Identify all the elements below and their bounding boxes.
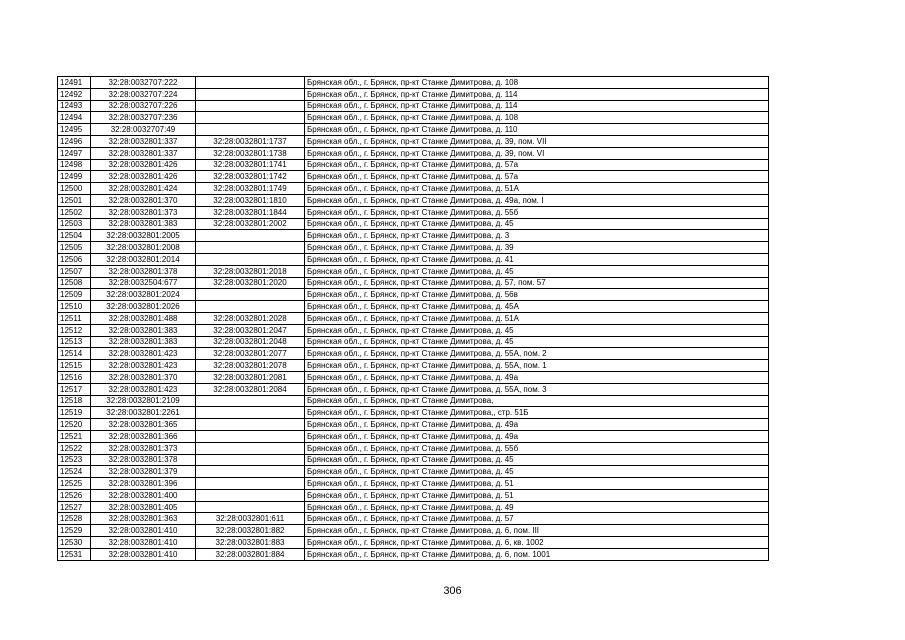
linked-cadastral-number-cell	[196, 88, 305, 100]
cadastral-number-cell: 32:28:0032801:396	[91, 478, 196, 490]
cadastral-number-cell: 32:28:0032801:423	[91, 360, 196, 372]
row-number-cell: 12496	[58, 135, 91, 147]
table-row	[58, 77, 769, 89]
table-row	[58, 242, 769, 254]
cadastral-number-cell: 32:28:0032801:337	[91, 147, 196, 159]
row-number-cell: 12506	[58, 253, 91, 265]
row-number-cell: 12514	[58, 348, 91, 360]
row-number-cell: 12526	[58, 489, 91, 501]
cadastral-number-cell: 32:28:0032801:373	[91, 206, 196, 218]
address-cell: Брянская обл., г. Брянск, пр-кт Станке Димитрова, д. 6, пом. 1001	[305, 548, 769, 560]
cadastral-number-cell: 32:28:0032801:410	[91, 548, 196, 560]
cadastral-number-cell: 32:28:0032801:383	[91, 336, 196, 348]
table-row	[58, 395, 769, 407]
row-number-cell: 12499	[58, 171, 91, 183]
table-row	[58, 442, 769, 454]
address-cell: Брянская обл., г. Брянск, пр-кт Станке Димитрова, д. 108	[305, 77, 769, 89]
linked-cadastral-number-cell	[196, 242, 305, 254]
cadastral-number-cell: 32:28:0032707:236	[91, 112, 196, 124]
linked-cadastral-number-cell: 32:28:0032801:1742	[196, 171, 305, 183]
row-number-cell: 12531	[58, 548, 91, 560]
address-cell: Брянская обл., г. Брянск, пр-кт Станке Димитрова, д. 45А	[305, 301, 769, 313]
cadastral-number-cell: 32:28:0032707:222	[91, 77, 196, 89]
address-cell: Брянская обл., г. Брянск, пр-кт Станке Димитрова, д. 55А, пом. 2	[305, 348, 769, 360]
linked-cadastral-number-cell: 32:28:0032801:2002	[196, 218, 305, 230]
address-cell: Брянская обл., г. Брянск, пр-кт Станке Димитрова, д. 51А	[305, 183, 769, 195]
row-number-cell: 12515	[58, 360, 91, 372]
cadastral-number-cell: 32:28:0032801:370	[91, 194, 196, 206]
cadastral-number-cell: 32:28:0032801:2109	[91, 395, 196, 407]
cadastral-number-cell: 32:28:0032707:226	[91, 100, 196, 112]
row-number-cell: 12529	[58, 525, 91, 537]
cadastral-number-cell: 32:28:0032801:378	[91, 265, 196, 277]
cadastral-number-cell: 32:28:0032707:49	[91, 124, 196, 136]
table-row	[58, 206, 769, 218]
row-number-cell: 12505	[58, 242, 91, 254]
row-number-cell: 12492	[58, 88, 91, 100]
cadastral-number-cell: 32:28:0032801:383	[91, 324, 196, 336]
address-cell: Брянская обл., г. Брянск, пр-кт Станке Димитрова, д. 49а	[305, 430, 769, 442]
table-row	[58, 218, 769, 230]
table-row	[58, 501, 769, 513]
linked-cadastral-number-cell	[196, 478, 305, 490]
table-row	[58, 159, 769, 171]
row-number-cell: 12498	[58, 159, 91, 171]
table-row	[58, 489, 769, 501]
cadastral-number-cell: 32:28:0032801:426	[91, 171, 196, 183]
linked-cadastral-number-cell	[196, 419, 305, 431]
address-cell: Брянская обл., г. Брянск, пр-кт Станке Димитрова, д. 51	[305, 478, 769, 490]
address-cell: Брянская обл., г. Брянск, пр-кт Станке Димитрова, д. 6, пом. III	[305, 525, 769, 537]
row-number-cell: 12507	[58, 265, 91, 277]
linked-cadastral-number-cell: 32:28:0032801:1844	[196, 206, 305, 218]
linked-cadastral-number-cell	[196, 501, 305, 513]
table-row	[58, 135, 769, 147]
address-cell: Брянская обл., г. Брянск, пр-кт Станке Димитрова, д. 114	[305, 88, 769, 100]
address-cell: Брянская обл., г. Брянск, пр-кт Станке Димитрова, д. 41	[305, 253, 769, 265]
table-row	[58, 301, 769, 313]
cadastral-number-cell: 32:28:0032801:2261	[91, 407, 196, 419]
row-number-cell: 12494	[58, 112, 91, 124]
row-number-cell: 12495	[58, 124, 91, 136]
cadastral-number-cell: 32:28:0032801:363	[91, 513, 196, 525]
linked-cadastral-number-cell	[196, 407, 305, 419]
linked-cadastral-number-cell: 32:28:0032801:883	[196, 537, 305, 549]
cadastral-number-cell: 32:28:0032801:410	[91, 525, 196, 537]
linked-cadastral-number-cell: 32:28:0032801:2077	[196, 348, 305, 360]
cadastral-number-cell: 32:28:0032801:410	[91, 537, 196, 549]
address-cell: Брянская обл., г. Брянск, пр-кт Станке Димитрова, д. 114	[305, 100, 769, 112]
address-cell: Брянская обл., г. Брянск, пр-кт Станке Димитрова, д. 110	[305, 124, 769, 136]
cadastral-number-cell: 32:28:0032801:370	[91, 371, 196, 383]
page-number: 306	[443, 585, 462, 597]
linked-cadastral-number-cell: 32:28:0032801:1810	[196, 194, 305, 206]
row-number-cell: 12520	[58, 419, 91, 431]
linked-cadastral-number-cell: 32:28:0032801:611	[196, 513, 305, 525]
linked-cadastral-number-cell	[196, 230, 305, 242]
address-cell: Брянская обл., г. Брянск, пр-кт Станке Димитрова, д. 49	[305, 501, 769, 513]
table-row	[58, 336, 769, 348]
cadastral-number-cell: 32:28:0032801:373	[91, 442, 196, 454]
address-cell: Брянская обл., г. Брянск, пр-кт Станке Димитрова, д. 39	[305, 242, 769, 254]
table-row	[58, 525, 769, 537]
cadastral-number-cell: 32:28:0032801:2014	[91, 253, 196, 265]
cadastral-number-cell: 32:28:0032801:2026	[91, 301, 196, 313]
cadastral-number-cell: 32:28:0032801:426	[91, 159, 196, 171]
address-cell: Брянская обл., г. Брянск, пр-кт Станке Димитрова,, стр. 51Б	[305, 407, 769, 419]
address-cell: Брянская обл., г. Брянск, пр-кт Станке Димитрова, д. 49а	[305, 371, 769, 383]
table-row	[58, 147, 769, 159]
row-number-cell: 12530	[58, 537, 91, 549]
table-row	[58, 537, 769, 549]
address-cell: Брянская обл., г. Брянск, пр-кт Станке Димитрова, д. 45	[305, 324, 769, 336]
table-row	[58, 253, 769, 265]
address-cell: Брянская обл., г. Брянск, пр-кт Станке Димитрова, д. 39, пом. VI	[305, 147, 769, 159]
table-row	[58, 548, 769, 560]
row-number-cell: 12516	[58, 371, 91, 383]
address-cell: Брянская обл., г. Брянск, пр-кт Станке Димитрова, д. 55б	[305, 206, 769, 218]
row-number-cell: 12501	[58, 194, 91, 206]
linked-cadastral-number-cell: 32:28:0032801:2047	[196, 324, 305, 336]
table-row	[58, 371, 769, 383]
address-cell: Брянская обл., г. Брянск, пр-кт Станке Димитрова, д. 3	[305, 230, 769, 242]
address-cell: Брянская обл., г. Брянск, пр-кт Станке Димитрова,	[305, 395, 769, 407]
address-cell: Брянская обл., г. Брянск, пр-кт Станке Димитрова, д. 39, пом. VII	[305, 135, 769, 147]
cadastral-number-cell: 32:28:0032801:488	[91, 312, 196, 324]
linked-cadastral-number-cell	[196, 454, 305, 466]
table-row	[58, 454, 769, 466]
address-cell: Брянская обл., г. Брянск, пр-кт Станке Димитрова, д. 49а	[305, 419, 769, 431]
linked-cadastral-number-cell: 32:28:0032801:1737	[196, 135, 305, 147]
row-number-cell: 12502	[58, 206, 91, 218]
cadastral-number-cell: 32:28:0032801:379	[91, 466, 196, 478]
row-number-cell: 12527	[58, 501, 91, 513]
cadastral-number-cell: 32:28:0032801:423	[91, 383, 196, 395]
address-cell: Брянская обл., г. Брянск, пр-кт Станке Димитрова, д. 51А	[305, 312, 769, 324]
row-number-cell: 12521	[58, 430, 91, 442]
table-row	[58, 419, 769, 431]
linked-cadastral-number-cell: 32:28:0032801:882	[196, 525, 305, 537]
row-number-cell: 12523	[58, 454, 91, 466]
linked-cadastral-number-cell	[196, 301, 305, 313]
row-number-cell: 12519	[58, 407, 91, 419]
address-cell: Брянская обл., г. Брянск, пр-кт Станке Димитрова, д. 6, кв. 1002	[305, 537, 769, 549]
row-number-cell: 12512	[58, 324, 91, 336]
row-number-cell: 12491	[58, 77, 91, 89]
table-row	[58, 265, 769, 277]
row-number-cell: 12493	[58, 100, 91, 112]
row-number-cell: 12511	[58, 312, 91, 324]
table-row	[58, 407, 769, 419]
address-cell: Брянская обл., г. Брянск, пр-кт Станке Димитрова, д. 49а, пом. I	[305, 194, 769, 206]
linked-cadastral-number-cell: 32:28:0032801:2084	[196, 383, 305, 395]
row-number-cell: 12522	[58, 442, 91, 454]
linked-cadastral-number-cell	[196, 100, 305, 112]
table-row	[58, 277, 769, 289]
cadastral-number-cell: 32:28:0032801:365	[91, 419, 196, 431]
table-row	[58, 348, 769, 360]
linked-cadastral-number-cell: 32:28:0032801:2081	[196, 371, 305, 383]
table-row	[58, 312, 769, 324]
linked-cadastral-number-cell	[196, 430, 305, 442]
table-row	[58, 430, 769, 442]
cadastral-number-cell: 32:28:0032801:2005	[91, 230, 196, 242]
table-row	[58, 124, 769, 136]
table-row	[58, 88, 769, 100]
row-number-cell: 12513	[58, 336, 91, 348]
row-number-cell: 12504	[58, 230, 91, 242]
cadastral-number-cell: 32:28:0032801:337	[91, 135, 196, 147]
linked-cadastral-number-cell: 32:28:0032801:1738	[196, 147, 305, 159]
linked-cadastral-number-cell: 32:28:0032801:2018	[196, 265, 305, 277]
row-number-cell: 12518	[58, 395, 91, 407]
table-row	[58, 324, 769, 336]
address-cell: Брянская обл., г. Брянск, пр-кт Станке Димитрова, д. 57а	[305, 171, 769, 183]
address-cell: Брянская обл., г. Брянск, пр-кт Станке Димитрова, д. 108	[305, 112, 769, 124]
address-cell: Брянская обл., г. Брянск, пр-кт Станке Димитрова, д. 45	[305, 454, 769, 466]
address-cell: Брянская обл., г. Брянск, пр-кт Станке Димитрова, д. 45	[305, 336, 769, 348]
linked-cadastral-number-cell: 32:28:0032801:1741	[196, 159, 305, 171]
linked-cadastral-number-cell	[196, 395, 305, 407]
linked-cadastral-number-cell: 32:28:0032801:2020	[196, 277, 305, 289]
table-row	[58, 383, 769, 395]
table-row	[58, 194, 769, 206]
table-row	[58, 360, 769, 372]
cadastral-number-cell: 32:28:0032504:677	[91, 277, 196, 289]
row-number-cell: 12510	[58, 301, 91, 313]
linked-cadastral-number-cell	[196, 112, 305, 124]
address-cell: Брянская обл., г. Брянск, пр-кт Станке Димитрова, д. 57, пом. 57	[305, 277, 769, 289]
address-cell: Брянская обл., г. Брянск, пр-кт Станке Димитрова, д. 55А, пом. 1	[305, 360, 769, 372]
linked-cadastral-number-cell	[196, 442, 305, 454]
linked-cadastral-number-cell	[196, 489, 305, 501]
address-cell: Брянская обл., г. Брянск, пр-кт Станке Димитрова, д. 45	[305, 218, 769, 230]
linked-cadastral-number-cell: 32:28:0032801:1749	[196, 183, 305, 195]
linked-cadastral-number-cell	[196, 253, 305, 265]
linked-cadastral-number-cell	[196, 77, 305, 89]
address-cell: Брянская обл., г. Брянск, пр-кт Станке Димитрова, д. 45	[305, 265, 769, 277]
address-cell: Брянская обл., г. Брянск, пр-кт Станке Димитрова, д. 57а	[305, 159, 769, 171]
row-number-cell: 12500	[58, 183, 91, 195]
table-row	[58, 230, 769, 242]
table-row	[58, 171, 769, 183]
table-row	[58, 100, 769, 112]
row-number-cell: 12503	[58, 218, 91, 230]
cadastral-number-cell: 32:28:0032707:224	[91, 88, 196, 100]
row-number-cell: 12517	[58, 383, 91, 395]
table-row	[58, 183, 769, 195]
address-cell: Брянская обл., г. Брянск, пр-кт Станке Димитрова, д. 55б	[305, 442, 769, 454]
address-cell: Брянская обл., г. Брянск, пр-кт Станке Димитрова, д. 57	[305, 513, 769, 525]
table-row	[58, 478, 769, 490]
row-number-cell: 12497	[58, 147, 91, 159]
linked-cadastral-number-cell: 32:28:0032801:2048	[196, 336, 305, 348]
cadastral-number-cell: 32:28:0032801:423	[91, 348, 196, 360]
cadastral-number-cell: 32:28:0032801:2024	[91, 289, 196, 301]
cadastral-number-cell: 32:28:0032801:378	[91, 454, 196, 466]
row-number-cell: 12524	[58, 466, 91, 478]
cadastral-number-cell: 32:28:0032801:366	[91, 430, 196, 442]
linked-cadastral-number-cell	[196, 466, 305, 478]
row-number-cell: 12528	[58, 513, 91, 525]
table-row	[58, 513, 769, 525]
cadastral-number-cell: 32:28:0032801:405	[91, 501, 196, 513]
row-number-cell: 12508	[58, 277, 91, 289]
row-number-cell: 12525	[58, 478, 91, 490]
address-cell: Брянская обл., г. Брянск, пр-кт Станке Димитрова, д. 56в	[305, 289, 769, 301]
linked-cadastral-number-cell: 32:28:0032801:2028	[196, 312, 305, 324]
address-cell: Брянская обл., г. Брянск, пр-кт Станке Димитрова, д. 51	[305, 489, 769, 501]
registry-table	[57, 76, 769, 561]
cadastral-number-cell: 32:28:0032801:424	[91, 183, 196, 195]
address-cell: Брянская обл., г. Брянск, пр-кт Станке Димитрова, д. 55А, пом. 3	[305, 383, 769, 395]
cadastral-number-cell: 32:28:0032801:383	[91, 218, 196, 230]
cadastral-number-cell: 32:28:0032801:2008	[91, 242, 196, 254]
linked-cadastral-number-cell	[196, 289, 305, 301]
table-row	[58, 112, 769, 124]
address-cell: Брянская обл., г. Брянск, пр-кт Станке Димитрова, д. 45	[305, 466, 769, 478]
linked-cadastral-number-cell	[196, 124, 305, 136]
row-number-cell: 12509	[58, 289, 91, 301]
table-row	[58, 289, 769, 301]
table-row	[58, 466, 769, 478]
linked-cadastral-number-cell: 32:28:0032801:884	[196, 548, 305, 560]
registry-table-body	[58, 77, 769, 561]
linked-cadastral-number-cell: 32:28:0032801:2078	[196, 360, 305, 372]
cadastral-number-cell: 32:28:0032801:400	[91, 489, 196, 501]
